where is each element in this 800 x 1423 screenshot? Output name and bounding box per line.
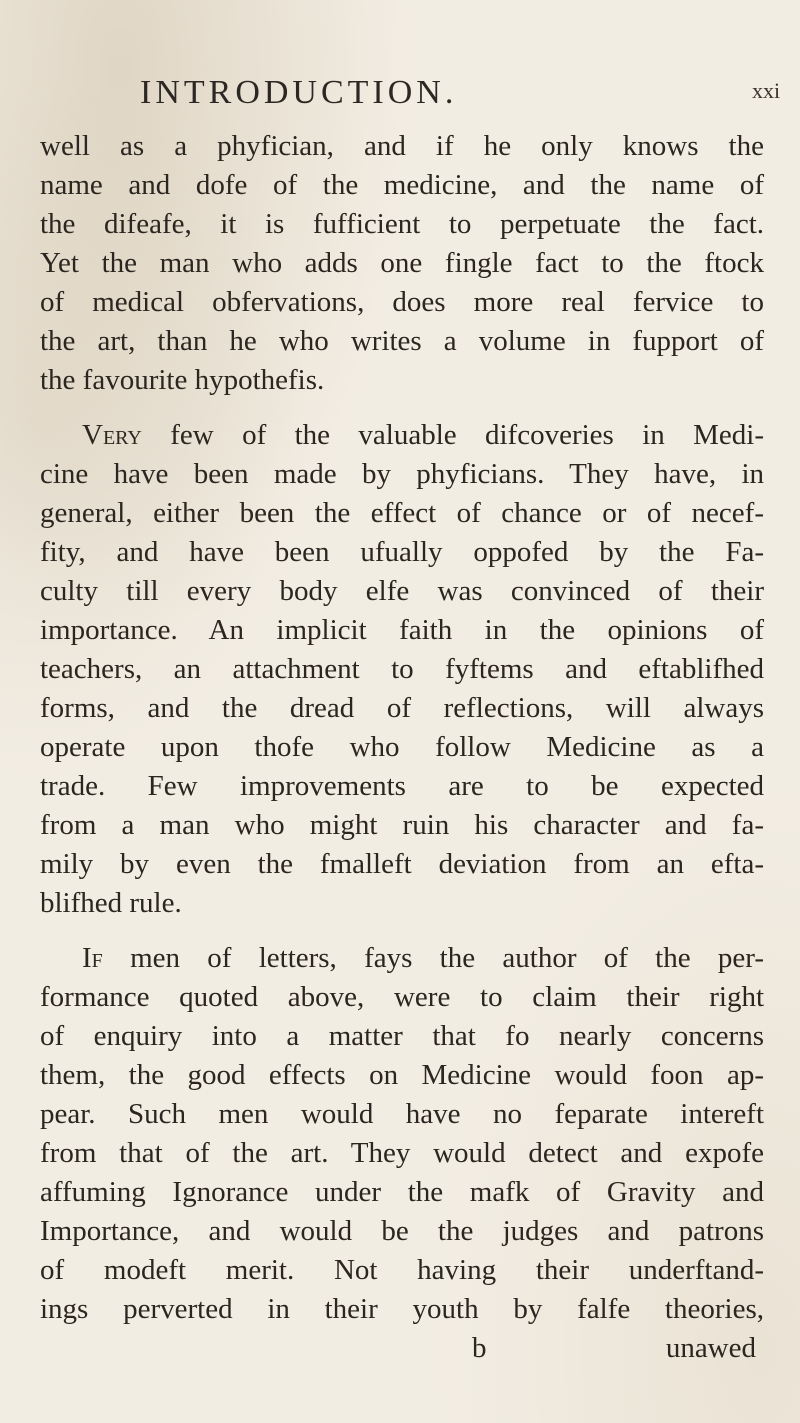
text-line: of modeft merit. Not having their underftand- xyxy=(40,1254,764,1286)
page-footer xyxy=(40,1329,764,1368)
text-line: well as a phyfician, and if he only knows the xyxy=(40,130,764,162)
paragraph-1 xyxy=(40,127,764,400)
text-line: ings perverted in their youth by falfe theories, xyxy=(40,1293,764,1325)
running-head: INTRODUCTION. xyxy=(140,74,458,111)
text-line: the difeafe, it is fufficient to perpetuate the fact. xyxy=(40,208,764,240)
catchword: unawed xyxy=(665,1332,756,1364)
text-line: fity, and have been ufually oppofed by the Fa- xyxy=(40,536,764,568)
text-line: trade. Few improvements are to be expected xyxy=(40,770,764,802)
text-line: pear. Such men would have no feparate intereft xyxy=(40,1098,764,1130)
text-line xyxy=(40,939,764,978)
text-line: from that of the art. They would detect and expofe xyxy=(40,1137,764,1169)
body-text xyxy=(40,127,764,1368)
text-line: cine have been made by phyficians. They have, in xyxy=(40,458,764,490)
signature-mark: b xyxy=(472,1332,487,1364)
text-line: the art, than he who writes a volume in fupport of xyxy=(40,325,764,357)
paragraph-2 xyxy=(40,416,764,923)
text-line: Yet the man who adds one fingle fact to the ftock xyxy=(40,247,764,279)
text-line: the favourite hypothefis. xyxy=(40,364,325,396)
text-line: culty till every body elfe was convinced of their xyxy=(40,575,764,607)
text-run: few of the valuable difcoveries in Medi- xyxy=(170,419,764,451)
text-line: teachers, an attachment to fyftems and eftablifhed xyxy=(40,653,764,685)
text-line: of enquiry into a matter that fo nearly concerns xyxy=(40,1020,764,1052)
text-line: name and dofe of the medicine, and the name of xyxy=(40,169,764,201)
small-caps-lead: Very xyxy=(82,419,142,451)
text-line: from a man who might ruin his character and fa- xyxy=(40,809,764,841)
paragraph-3 xyxy=(40,939,764,1329)
text-line: affuming Ignorance under the mafk of Gravity and xyxy=(40,1176,764,1208)
text-line: general, either been the effect of chance or of necef- xyxy=(40,497,764,529)
text-line: mily by even the fmalleft deviation from an efta- xyxy=(40,848,764,880)
small-caps-lead: If xyxy=(82,942,103,974)
text-line: forms, and the dread of reflections, will always xyxy=(40,692,764,724)
text-line: blifhed rule. xyxy=(40,887,182,919)
text-line: importance. An implicit faith in the opinions of xyxy=(40,614,764,646)
text-run: men of letters, fays the author of the per- xyxy=(130,942,764,974)
page-number: xxi xyxy=(752,78,781,103)
text-line: operate upon thofe who follow Medicine as a xyxy=(40,731,764,763)
text-line: them, the good effects on Medicine would foon ap- xyxy=(40,1059,764,1091)
text-line xyxy=(40,416,764,455)
text-line: of medical obfervations, does more real fervice to xyxy=(40,286,764,318)
text-line: Importance, and would be the judges and patrons xyxy=(40,1215,764,1247)
text-line: formance quoted above, were to claim their right xyxy=(40,981,764,1013)
